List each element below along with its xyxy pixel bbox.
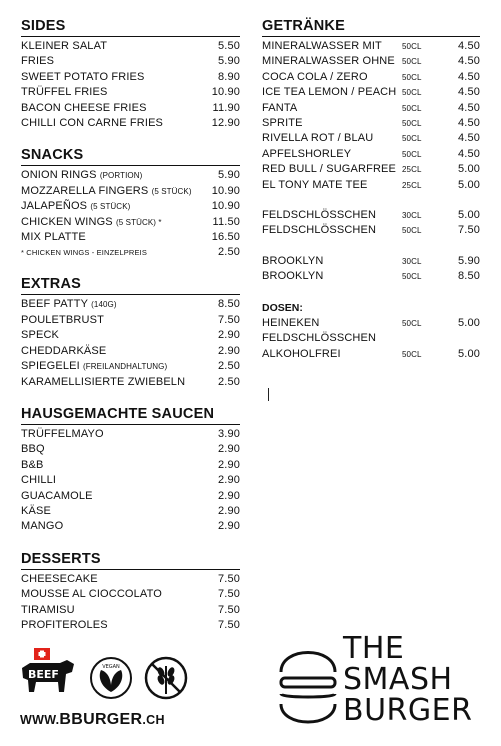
vegan-icon	[91, 658, 131, 698]
cans-title: DOSEN:	[262, 301, 303, 314]
menu-item: TRÜFFELMAYO 3.90	[21, 427, 240, 440]
right-column	[262, 18, 480, 362]
menu-item: BACON CHEESE FRIES 11.90	[21, 101, 240, 114]
menu-item: CHEDDARKÄSE 2.90	[21, 344, 240, 357]
menu-item: B&B 2.90	[21, 458, 240, 471]
section-title: EXTRAS	[21, 276, 240, 295]
logo-text	[343, 633, 472, 726]
section-title: SIDES	[21, 18, 240, 37]
menu-item: GUACAMOLE 2.90	[21, 489, 240, 502]
menu-item: BEEF PATTY (140G) 8.50	[21, 298, 240, 311]
drink-item: ALKOHOLFREI 50CL 5.00	[262, 347, 480, 360]
beef-label: BEEF	[28, 668, 59, 681]
section-sauces	[21, 406, 240, 535]
vegan-label: VEGAN	[102, 664, 120, 670]
menu-item: KARAMELLISIERTE ZWIEBELN 2.50	[21, 375, 240, 388]
drinks-list	[262, 39, 480, 193]
drink-item: RIVELLA ROT / BLAU 50CL 4.50	[262, 132, 480, 145]
cans-section	[262, 301, 480, 362]
menu-item: JALAPEÑOS (5 STÜCK) 10.90	[21, 200, 240, 213]
menu-item: MOZZARELLA FINGERS (5 STÜCK) 10.90	[21, 184, 240, 197]
drink-item-line1: FELDSCHLÖSSCHEN	[262, 332, 377, 345]
section-extras	[21, 276, 240, 389]
logo-line-smash: SMASH	[343, 662, 453, 697]
section-desserts	[21, 551, 240, 634]
menu-item: BBQ 2.90	[21, 443, 240, 456]
menu-item: PROFITEROLES 7.50	[21, 618, 240, 631]
menu-item: SWEET POTATO FRIES 8.90	[21, 70, 240, 83]
section-title: DESSERTS	[21, 551, 240, 570]
drink-item: HEINEKEN 50CL 5.00	[262, 316, 480, 329]
menu-item: TRÜFFEL FRIES 10.90	[21, 86, 240, 99]
drink-item: MINERALWASSER MIT 50CL 4.50	[262, 40, 480, 52]
menu-item: KÄSE 2.90	[21, 504, 240, 517]
menu-item: CHILLI 2.90	[21, 474, 240, 487]
section-title: GETRÄNKE	[262, 18, 480, 37]
menu-item: FRIES 5.90	[21, 55, 240, 68]
menu-item: POULETBRUST 7.50	[21, 313, 240, 326]
menu-item: CHEESECAKE 7.50	[21, 572, 240, 585]
beer-brooklyn	[262, 254, 480, 285]
drink-item: FELDSCHLÖSSCHEN 50CL 7.50	[262, 224, 480, 237]
drink-item: FANTA 50CL 4.50	[262, 101, 480, 114]
logo-line-burger: BURGER	[343, 693, 473, 728]
drink-item: ICE TEA LEMON / PEACH 50CL 4.50	[262, 86, 480, 99]
menu-item: KLEINER SALAT 5.50	[21, 40, 240, 52]
section-title: HAUSGEMACHTE SAUCEN	[21, 406, 240, 425]
drink-item: MINERALWASSER OHNE 50CL 4.50	[262, 55, 480, 68]
drink-item: EL TONY MATE TEE 25CL 5.00	[262, 178, 480, 191]
drink-item: BROOKLYN 50CL 8.50	[262, 270, 480, 283]
menu-item: TIRAMISU 7.50	[21, 603, 240, 616]
website-url[interactable]: WWW.BBURGER.CH	[20, 711, 165, 728]
menu-item: MOUSSE AL CIOCCOLATO 7.50	[21, 588, 240, 601]
menu-item: CHICKEN WINGS (5 STÜCK) * 11.50	[21, 215, 240, 228]
drink-item: FELDSCHLÖSSCHEN 30CL 5.00	[262, 209, 480, 222]
left-column	[21, 18, 240, 649]
section-sides	[21, 18, 240, 131]
logo-line-the: THE	[343, 631, 405, 666]
section-title: SNACKS	[21, 147, 240, 166]
menu-item: MIX PLATTE 16.50	[21, 231, 240, 244]
menu-item: SPECK 2.90	[21, 329, 240, 342]
drink-item: RED BULL / SUGARFREE 25CL 5.00	[262, 163, 480, 176]
beer-feldschloesschen	[262, 208, 480, 239]
footer-badges	[20, 648, 190, 706]
menu-item: ONION RINGS (PORTION) 5.90	[21, 169, 240, 182]
menu-item: MANGO 2.90	[21, 520, 240, 533]
menu-item: SPIEGELEI (FREILANDHALTUNG) 2.50	[21, 360, 240, 373]
drink-item: BROOKLYN 30CL 5.90	[262, 254, 480, 267]
drink-item: SPRITE 50CL 4.50	[262, 117, 480, 130]
drink-item: COCA COLA / ZERO 50CL 4.50	[262, 70, 480, 83]
section-snacks	[21, 147, 240, 260]
footnote: * CHICKEN WINGS - EINZELPREIS 2.50	[21, 246, 240, 259]
drink-item: APFELSHORLEY 50CL 4.50	[262, 147, 480, 160]
gluten-free-icon	[146, 658, 186, 698]
text-cursor	[268, 388, 269, 401]
swiss-beef-icon	[22, 648, 74, 692]
menu-item: CHILLI CON CARNE FRIES 12.90	[21, 117, 240, 130]
